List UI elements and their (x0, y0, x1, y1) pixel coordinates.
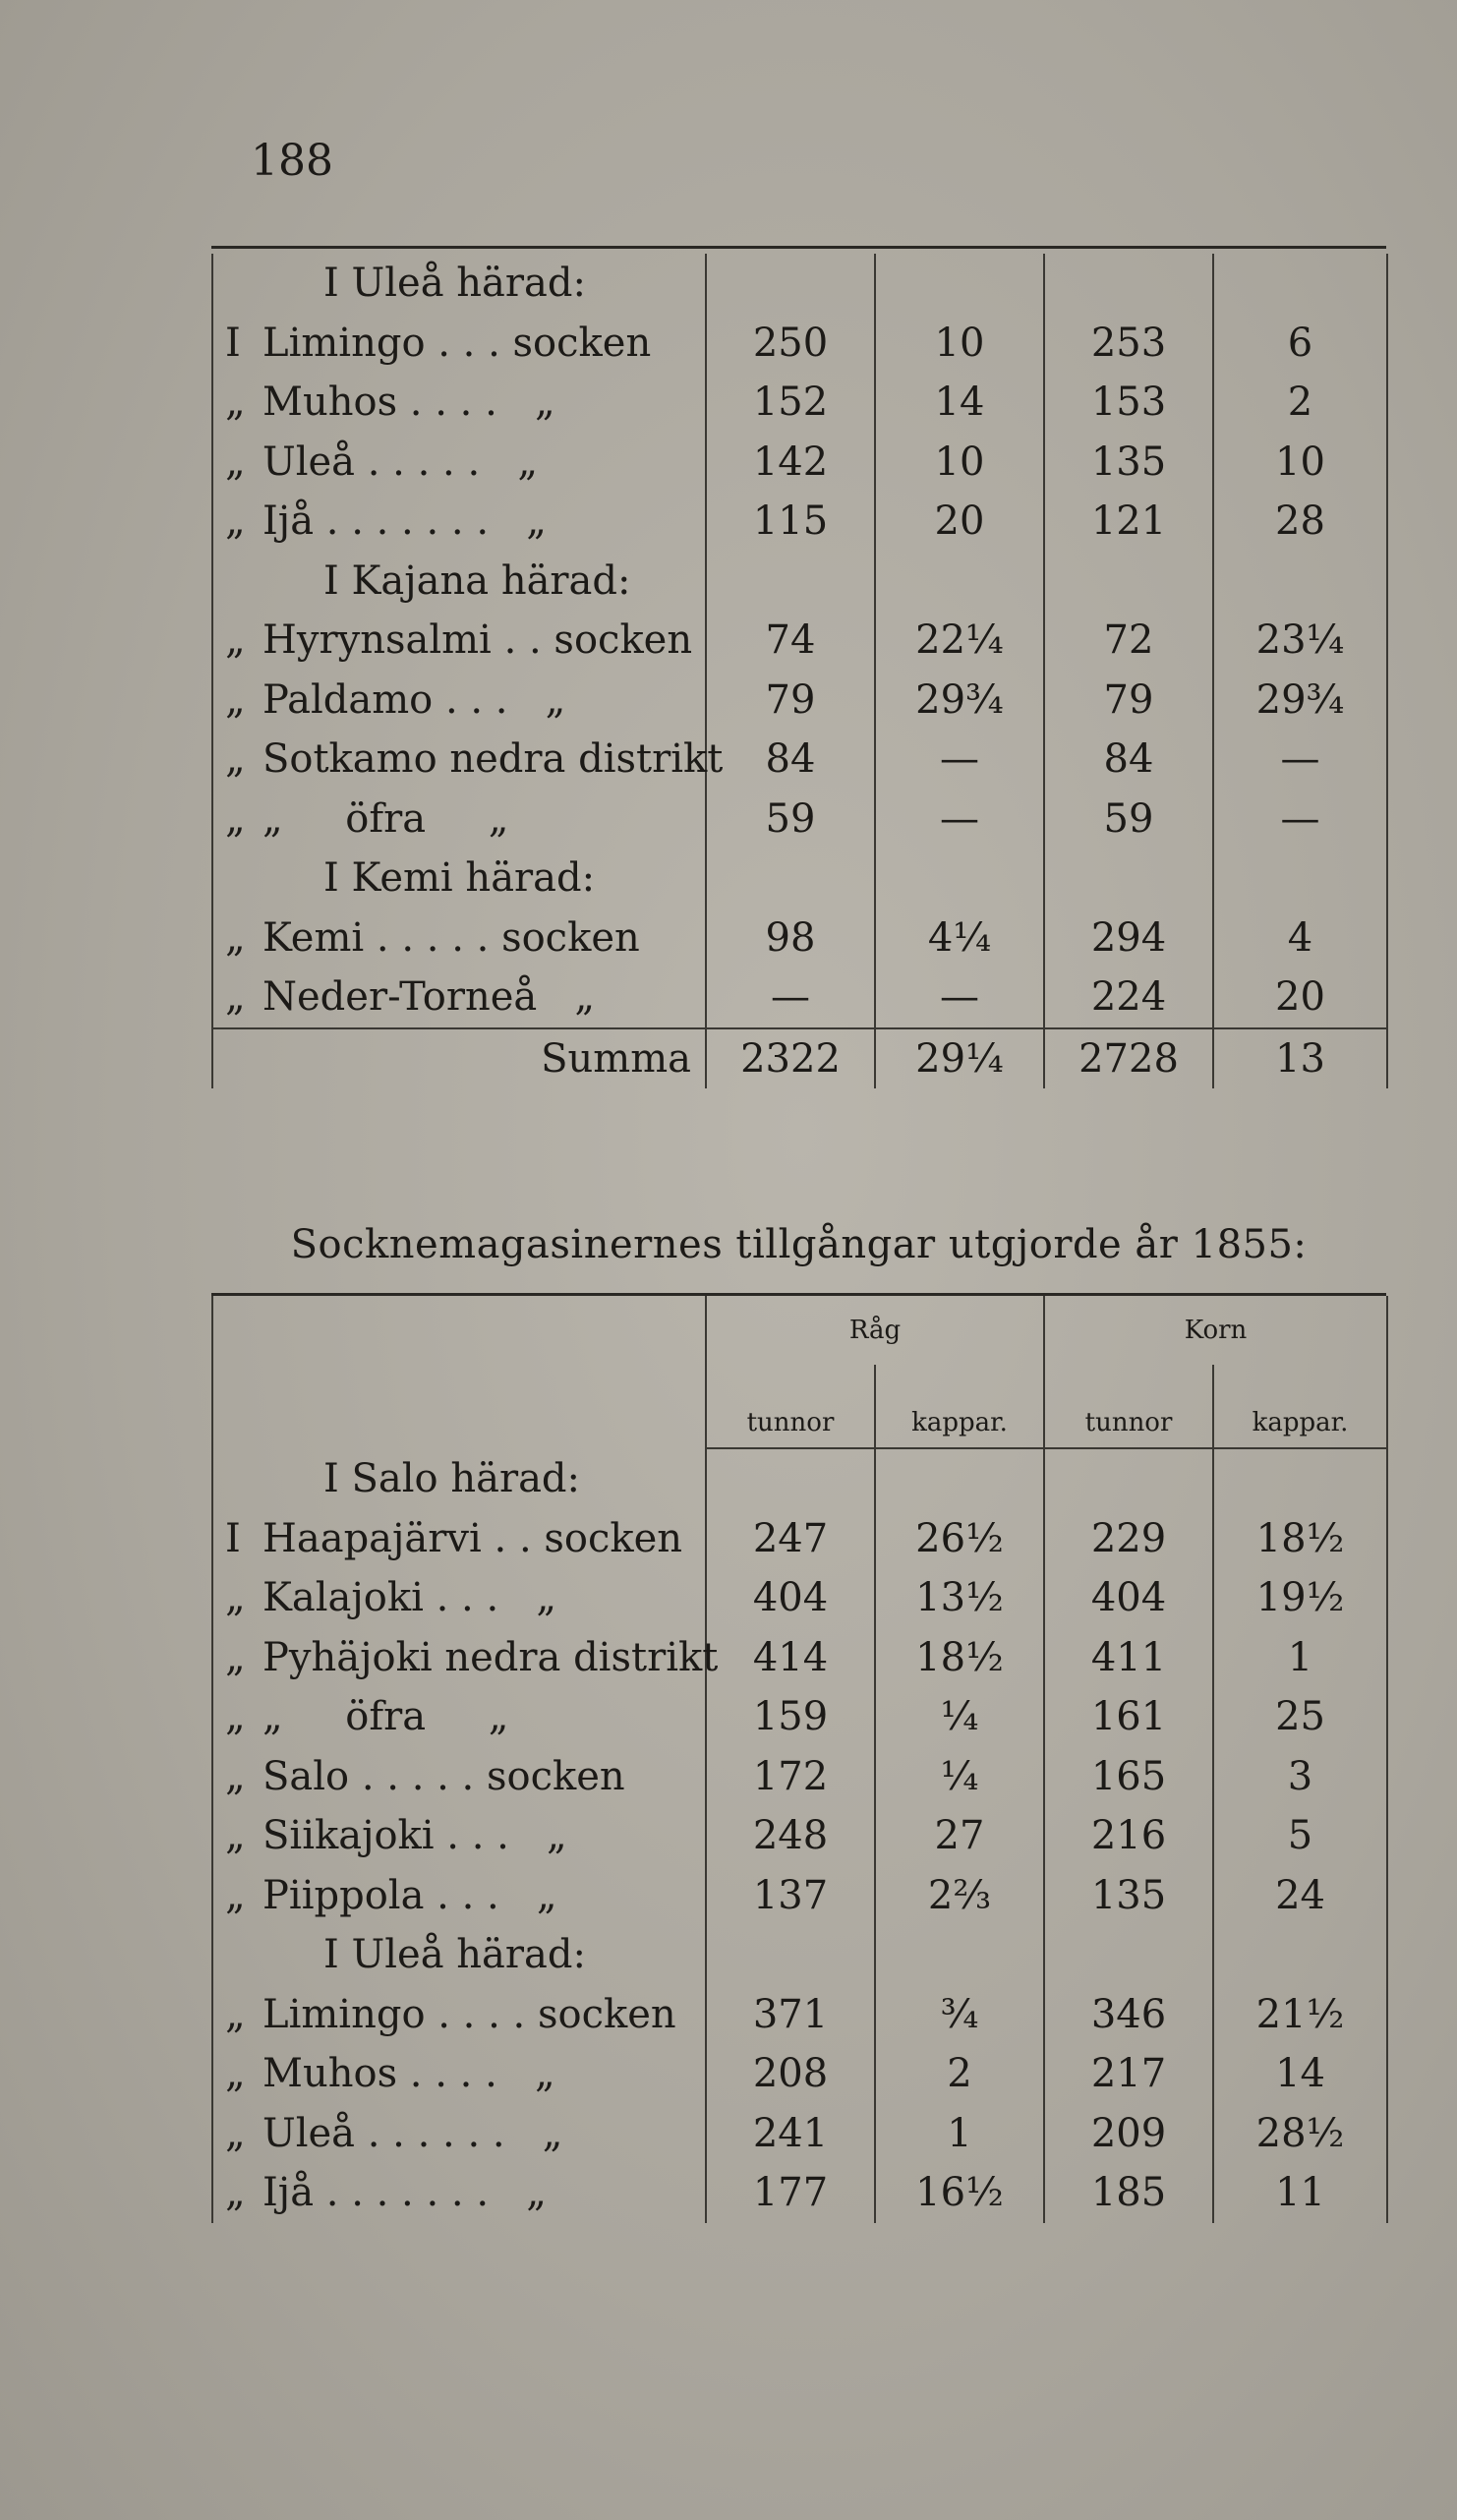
table-row (212, 1568, 1387, 1628)
empty-cell (1044, 1925, 1213, 1985)
value-cell: 16½ (875, 2163, 1044, 2223)
value-cell: 4 (1213, 908, 1387, 968)
table-row (212, 314, 1387, 374)
value-cell: 115 (706, 492, 875, 552)
value-cell: 224 (1044, 967, 1213, 1028)
value-cell: 185 (1044, 2163, 1213, 2223)
value-cell: 18½ (1213, 1509, 1387, 1569)
value-cell: — (875, 730, 1044, 790)
parish-name-cell (212, 1568, 706, 1628)
parish-name-cell (212, 492, 706, 552)
parish-name: Ijå . . . . . . . „ (262, 498, 547, 545)
value-cell: 13½ (875, 1568, 1044, 1628)
parish-name: Salo . . . . . socken (262, 1753, 625, 1799)
value-cell: 59 (1044, 790, 1213, 850)
parish-name-cell (212, 671, 706, 731)
parish-name: Haapajärvi . . socken (262, 1515, 683, 1561)
value-cell: — (875, 967, 1044, 1028)
header-blank (212, 1296, 706, 1365)
ditto-mark: I (225, 1515, 241, 1561)
header-rag: Råg (706, 1296, 1044, 1365)
table-row (212, 492, 1387, 552)
table-row (212, 1806, 1387, 1866)
sum-value-cell: 2322 (706, 1028, 875, 1089)
empty-cell (1213, 552, 1387, 612)
parish-name: Neder-Torneå „ (262, 974, 596, 1021)
parish-name-cell (212, 2104, 706, 2164)
value-cell: 153 (1044, 373, 1213, 433)
header-korn: Korn (1044, 1296, 1387, 1365)
section-row (212, 1925, 1387, 1985)
value-cell: 1 (875, 2104, 1044, 2164)
value-cell: 6 (1213, 314, 1387, 374)
parish-name: Muhos . . . . „ (262, 2051, 555, 2097)
empty-cell (706, 552, 875, 612)
value-cell: 18½ (875, 1628, 1044, 1688)
section-row (212, 254, 1387, 314)
empty-cell (706, 1925, 875, 1985)
parish-name-cell (212, 1687, 706, 1747)
sum-value-cell: 13 (1213, 1028, 1387, 1089)
value-cell: — (706, 967, 875, 1028)
parish-name-cell (212, 1509, 706, 1569)
empty-cell (1044, 552, 1213, 612)
empty-cell (1213, 849, 1387, 908)
value-cell: 79 (1044, 671, 1213, 731)
parish-name: Ijå . . . . . . . „ (262, 2170, 547, 2216)
parish-name-cell (212, 314, 706, 374)
value-cell: 177 (706, 2163, 875, 2223)
value-cell: 20 (875, 492, 1044, 552)
ditto-mark: „ (225, 617, 246, 664)
table-row (212, 1866, 1387, 1926)
parish-name-cell (212, 1747, 706, 1807)
ditto-mark: „ (225, 1634, 246, 1680)
ditto-mark: „ (225, 1575, 246, 1621)
table-row (212, 1628, 1387, 1688)
empty-cell (875, 1448, 1044, 1509)
value-cell: 5 (1213, 1806, 1387, 1866)
value-cell: 28½ (1213, 2104, 1387, 2164)
value-cell: 1 (1213, 1628, 1387, 1688)
value-cell: 3 (1213, 1747, 1387, 1807)
value-cell: 26½ (875, 1509, 1044, 1569)
table-row (212, 1509, 1387, 1569)
table-row (212, 671, 1387, 731)
section-row (212, 552, 1387, 612)
ditto-mark: „ (225, 736, 246, 783)
table-row (212, 1747, 1387, 1807)
parish-name-cell (212, 373, 706, 433)
parish-name-cell (212, 1866, 706, 1926)
value-cell: 23¼ (1213, 611, 1387, 671)
value-cell: 152 (706, 373, 875, 433)
table-top-rule (211, 246, 1386, 249)
value-cell: 161 (1044, 1687, 1213, 1747)
empty-cell (875, 1925, 1044, 1985)
value-cell: 404 (706, 1568, 875, 1628)
parish-name-cell (212, 433, 706, 493)
ditto-mark: „ (225, 1694, 246, 1740)
sum-row (212, 1028, 1387, 1089)
value-cell: 59 (706, 790, 875, 850)
value-cell: 74 (706, 611, 875, 671)
parish-name: „ öfra „ (262, 1694, 509, 1740)
value-cell: 208 (706, 2044, 875, 2104)
value-cell: 72 (1044, 611, 1213, 671)
value-cell: 137 (706, 1866, 875, 1926)
value-cell: 172 (706, 1747, 875, 1807)
value-cell: 29¾ (875, 671, 1044, 731)
table-caption: Socknemagasinernes tillgångar utgjorde år 1855: (290, 1222, 1308, 1267)
parish-name: Siikajoki . . . „ (262, 1813, 567, 1859)
empty-cell (1213, 1448, 1387, 1509)
sum-value-cell: 29¼ (875, 1028, 1044, 1089)
section-row (212, 1448, 1387, 1509)
value-cell: 28 (1213, 492, 1387, 552)
value-cell: 135 (1044, 433, 1213, 493)
empty-cell (1213, 254, 1387, 314)
ditto-mark: „ (225, 1991, 246, 2037)
value-cell: 411 (1044, 1628, 1213, 1688)
table-row (212, 730, 1387, 790)
value-cell: 142 (706, 433, 875, 493)
header-korn-kappar: kappar. (1213, 1365, 1387, 1448)
parish-name-cell (212, 611, 706, 671)
value-cell: — (1213, 790, 1387, 850)
value-cell: 22¼ (875, 611, 1044, 671)
parish-name-cell (212, 1985, 706, 2045)
value-cell: 24 (1213, 1866, 1387, 1926)
header-korn-tunnor: tunnor (1044, 1365, 1213, 1448)
parish-name: Uleå . . . . . . „ (262, 2110, 563, 2156)
ditto-mark: „ (225, 2170, 246, 2216)
value-cell: 10 (875, 433, 1044, 493)
table-row (212, 908, 1387, 968)
table-row (212, 967, 1387, 1028)
empty-cell (706, 849, 875, 908)
ditto-mark: „ (225, 974, 246, 1021)
table-row (212, 433, 1387, 493)
section-heading: I Uleå härad: (212, 1925, 706, 1985)
ditto-mark: „ (225, 498, 246, 545)
value-cell: 121 (1044, 492, 1213, 552)
value-cell: 209 (1044, 2104, 1213, 2164)
grain-stock-table-1855 (211, 1296, 1388, 2223)
parish-name: Sotkamo nedra distrikt (262, 736, 724, 783)
value-cell: 346 (1044, 1985, 1213, 2045)
value-cell: 21½ (1213, 1985, 1387, 2045)
header-rag-tunnor: tunnor (706, 1365, 875, 1448)
section-row (212, 849, 1387, 908)
ditto-mark: „ (225, 439, 246, 485)
parish-name-cell (212, 790, 706, 850)
parish-name: „ öfra „ (262, 795, 509, 842)
value-cell: — (875, 790, 1044, 850)
ditto-mark: „ (225, 380, 246, 426)
value-cell: 165 (1044, 1747, 1213, 1807)
sum-label: Summa (212, 1028, 706, 1089)
empty-cell (1213, 1925, 1387, 1985)
value-cell: 25 (1213, 1687, 1387, 1747)
value-cell: 217 (1044, 2044, 1213, 2104)
ditto-mark: I (225, 320, 241, 366)
ditto-mark: „ (225, 1753, 246, 1799)
value-cell: 29¾ (1213, 671, 1387, 731)
table-row (212, 790, 1387, 850)
section-heading: I Uleå härad: (212, 254, 706, 314)
value-cell: 14 (875, 373, 1044, 433)
empty-cell (1044, 254, 1213, 314)
value-cell: 10 (875, 314, 1044, 374)
section-heading: I Salo härad: (212, 1448, 706, 1509)
table-row (212, 2044, 1387, 2104)
page-number: 188 (251, 136, 333, 186)
value-cell: 4¼ (875, 908, 1044, 968)
parish-name: Pyhäjoki nedra distrikt (262, 1634, 719, 1680)
value-cell: 404 (1044, 1568, 1213, 1628)
parish-name: Limingo . . . . socken (262, 1991, 676, 2037)
value-cell: 414 (706, 1628, 875, 1688)
value-cell: 371 (706, 1985, 875, 2045)
ditto-mark: „ (225, 2110, 246, 2156)
parish-name-cell (212, 1806, 706, 1866)
parish-name-cell (212, 967, 706, 1028)
sum-value-cell: 2728 (1044, 1028, 1213, 1089)
ditto-mark: „ (225, 914, 246, 961)
value-cell: 247 (706, 1509, 875, 1569)
empty-cell (875, 552, 1044, 612)
empty-cell (875, 254, 1044, 314)
value-cell: 250 (706, 314, 875, 374)
value-cell: 294 (1044, 908, 1213, 968)
parish-name-cell (212, 908, 706, 968)
parish-name-cell (212, 730, 724, 790)
value-cell: 27 (875, 1806, 1044, 1866)
parish-name: Kemi . . . . . socken (262, 914, 640, 961)
parish-name: Kalajoki . . . „ (262, 1575, 557, 1621)
parish-name: Paldamo . . . „ (262, 676, 566, 723)
ditto-mark: „ (225, 676, 246, 723)
empty-cell (875, 849, 1044, 908)
ditto-mark: „ (225, 1813, 246, 1859)
value-cell: 14 (1213, 2044, 1387, 2104)
value-cell: 19½ (1213, 1568, 1387, 1628)
value-cell: 135 (1044, 1866, 1213, 1926)
value-cell: — (1213, 730, 1387, 790)
empty-cell (706, 254, 875, 314)
value-cell: 11 (1213, 2163, 1387, 2223)
parish-name: Hyrynsalmi . . socken (262, 617, 693, 664)
value-cell: 241 (706, 2104, 875, 2164)
value-cell: 229 (1044, 1509, 1213, 1569)
value-cell: 84 (706, 730, 875, 790)
parish-name: Limingo . . . socken (262, 320, 652, 366)
value-cell: 79 (706, 671, 875, 731)
value-cell: 2⅔ (875, 1866, 1044, 1926)
ditto-mark: „ (225, 2051, 246, 2097)
value-cell: 253 (1044, 314, 1213, 374)
parish-name: Piippola . . . „ (262, 1872, 557, 1918)
parish-name-cell (212, 2044, 706, 2104)
table-row (212, 1985, 1387, 2045)
value-cell: 98 (706, 908, 875, 968)
ditto-mark: „ (225, 795, 246, 842)
empty-cell (1044, 1448, 1213, 1509)
value-cell: ¾ (875, 1985, 1044, 2045)
header-blank-2 (212, 1365, 706, 1448)
table-row (212, 2104, 1387, 2164)
header-rag-kappar: kappar. (875, 1365, 1044, 1448)
table-row (212, 611, 1387, 671)
value-cell: 2 (875, 2044, 1044, 2104)
grain-stock-table-1 (211, 254, 1388, 1088)
value-cell: ¼ (875, 1687, 1044, 1747)
section-heading: I Kajana härad: (212, 552, 706, 612)
parish-name: Muhos . . . . „ (262, 380, 555, 426)
parish-name: Uleå . . . . . „ (262, 439, 539, 485)
parish-name-cell (212, 2163, 706, 2223)
table-row (212, 1687, 1387, 1747)
value-cell: 10 (1213, 433, 1387, 493)
value-cell: 216 (1044, 1806, 1213, 1866)
value-cell: ¼ (875, 1747, 1044, 1807)
table-row (212, 2163, 1387, 2223)
section-heading: I Kemi härad: (212, 849, 706, 908)
value-cell: 84 (1044, 730, 1213, 790)
value-cell: 248 (706, 1806, 875, 1866)
value-cell: 159 (706, 1687, 875, 1747)
table-row (212, 373, 1387, 433)
parish-name-cell (212, 1628, 719, 1688)
value-cell: 20 (1213, 967, 1387, 1028)
ditto-mark: „ (225, 1872, 246, 1918)
value-cell: 2 (1213, 373, 1387, 433)
empty-cell (706, 1448, 875, 1509)
empty-cell (1044, 849, 1213, 908)
